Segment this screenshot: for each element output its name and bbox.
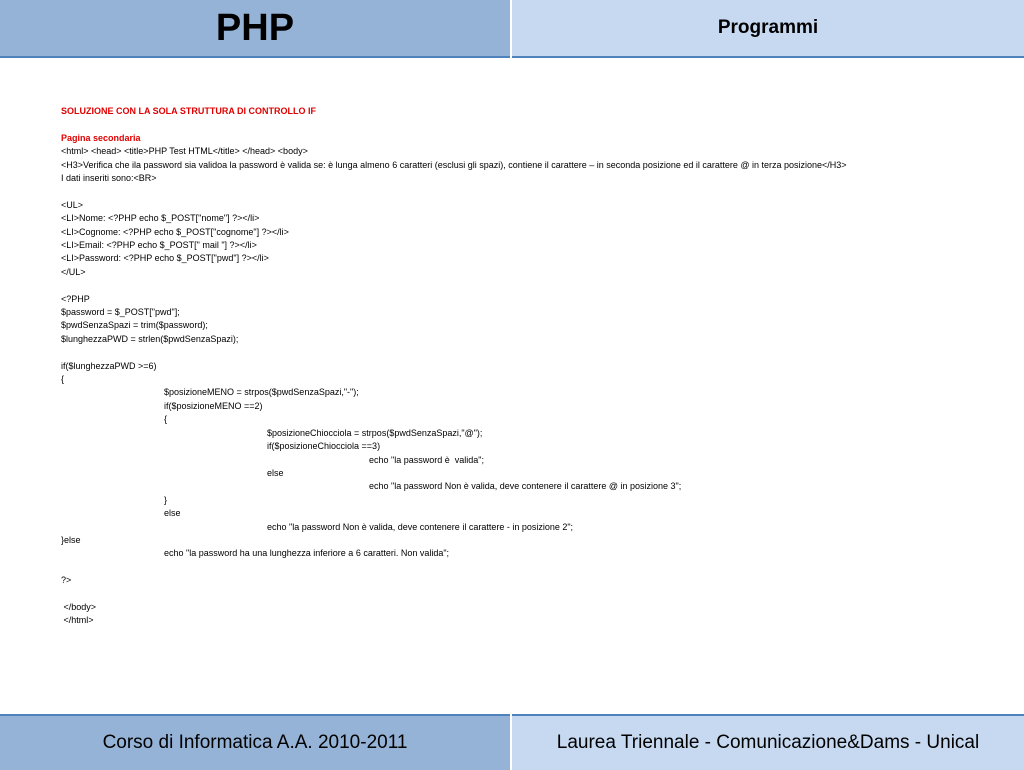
footer-degree: Laurea Triennale - Comunicazione&Dams - Unical (556, 732, 980, 753)
code-line: { (61, 374, 65, 385)
slide-title: PHP (215, 6, 295, 49)
code-line: <LI>Nome: <?PHP echo $_POST["nome"] ?></li> (61, 213, 260, 224)
blank-line (61, 118, 961, 131)
content-subheading: Pagina secondaria (61, 132, 141, 143)
code-line: else (164, 508, 181, 519)
code-line: { (164, 414, 168, 425)
code-line: <LI>Cognome: <?PHP echo $_POST["cognome"] ?></li> (61, 226, 289, 237)
code-line: echo "la password è valida"; (369, 454, 484, 465)
code-line: else (267, 467, 284, 478)
code-line (61, 588, 961, 601)
code-line: $posizioneMENO = strpos($pwdSenzaSpazi,"-"); (164, 387, 359, 398)
code-line: if($posizioneChiocciola ==3) (267, 441, 381, 452)
code-line: <LI>Password: <?PHP echo $_POST["pwd"] ?></li> (61, 253, 269, 264)
code-line: if($posizioneMENO ==2) (164, 400, 263, 411)
header-title-panel (0, 0, 510, 58)
code-line: }else (61, 534, 81, 545)
code-line: <UL> (61, 199, 84, 210)
code-line: echo "la password ha una lunghezza inferiore a 6 caratteri. Non valida"; (164, 548, 450, 559)
code-line (61, 279, 961, 292)
code-line: I dati inseriti sono:<BR> (61, 173, 157, 184)
footer-course: Corso di Informatica A.A. 2010-2011 (102, 732, 408, 753)
code-line (61, 185, 961, 198)
code-line: echo "la password Non è valida, deve contenere il carattere - in posizione 2"; (267, 521, 574, 532)
code-content (61, 105, 961, 628)
code-line: } (164, 494, 168, 505)
code-line: <?PHP (61, 293, 90, 304)
code-line: ?> (61, 575, 72, 586)
content-heading: SOLUZIONE CON LA SOLA STRUTTURA DI CONTROLLO IF (61, 106, 316, 116)
code-line: </UL> (61, 266, 86, 277)
code-line: $password = $_POST["pwd"]; (61, 307, 180, 318)
code-line: $lunghezzaPWD = strlen($pwdSenzaSpazi); (61, 333, 239, 344)
code-line: if($lunghezzaPWD >=6) (61, 360, 157, 371)
code-line: echo "la password Non è valida, deve contenere il carattere @ in posizione 3"; (369, 481, 682, 492)
footer-degree-panel (512, 714, 1024, 770)
footer-course-panel (0, 714, 510, 770)
code-line: <H3>Verifica che ila password sia validoa la password è valida se: è lunga almeno 6 caratteri (esclusi gli spazi), contiene il carattere – in seconda posizione ed il carattere @ in terza posizione</H3> (61, 159, 847, 170)
code-line (61, 561, 961, 574)
code-line (61, 346, 961, 359)
code-line: $pwdSenzaSpazi = trim($password); (61, 320, 208, 331)
header-section-panel (512, 0, 1024, 58)
section-title: Programmi (717, 17, 819, 38)
code-line: </html> (61, 615, 94, 626)
code-line: <html> <head> <title>PHP Test HTML</title> </head> <body> (61, 146, 308, 157)
code-line: $posizioneChiocciola = strpos($pwdSenzaSpazi,"@"); (267, 427, 483, 438)
code-line: <LI>Email: <?PHP echo $_POST[" mail "] ?></li> (61, 240, 257, 251)
code-line: </body> (61, 601, 97, 612)
